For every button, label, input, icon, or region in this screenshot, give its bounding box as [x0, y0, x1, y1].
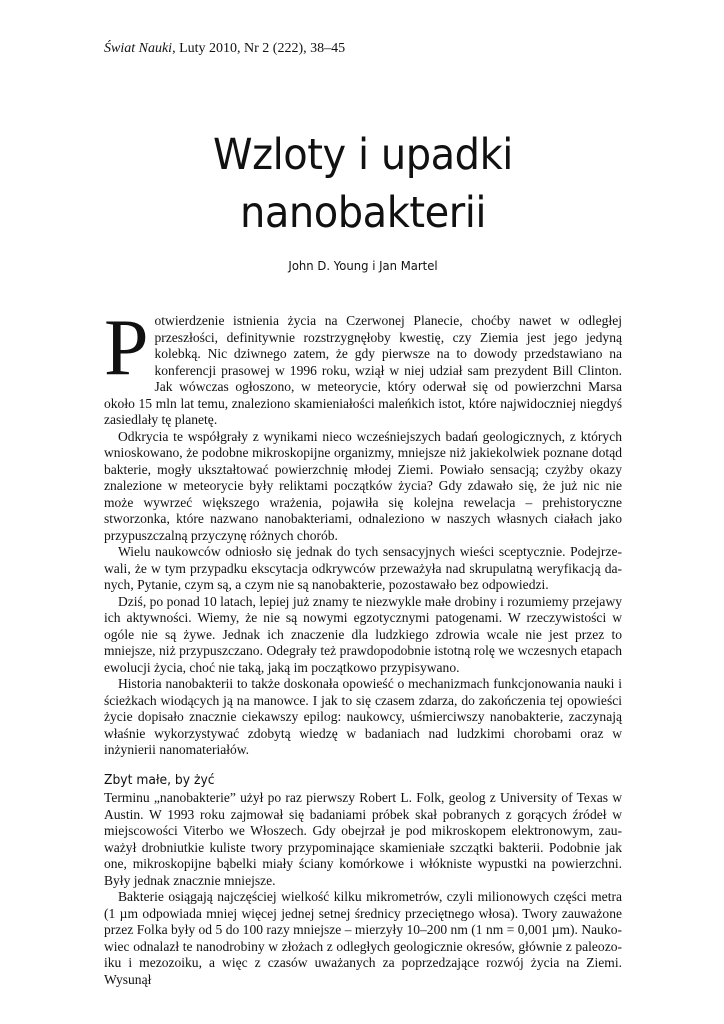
title-line-2: nanobakterii [239, 188, 487, 238]
issue-info: , Luty 2010, Nr 2 (222), 38–45 [172, 41, 346, 56]
journal-citation [104, 40, 622, 58]
paragraph: Historia nanobakterii to także doskonała opowieść o mechanizmach funkcjonowania nauki i ścieżkach wiodących ją na manowce. I jak to się czasem zdarza, do zakończenia tej opowieści życie dopisało znacznie ciekawszy epilog: naukowcy, uśmierciwszy nanobakterie, zaczynają właśnie wykorzystywać zdobytą wiedzę w badaniach nad ludzkimi chorobami oraz w inżynierii nanomateriałów. [104, 676, 622, 757]
article-page [104, 40, 622, 988]
paragraph: Potwierdzenie istnienia życia na Czerwonej Planecie, choćby nawet w odległej przeszłości, definitywnie rozstrzygnęłoby kwestię, czy Ziemia jest jego jedyną kolebką. Nic dziwnego zatem, że gdy pierwsze na to dowody przedstawiano na konferencji prasowej w 1996 roku, wziął w niej udział sam prezydent Bill Clinton. Jak wówczas ogłoszono, w meteorycie, który oderwał się od powierzchni Marsa około 15 mln lat temu, znaleziono skamieniałości maleńkich istot, które najwidoczniej niegdyś zasiedlały tę planetę. [104, 304, 622, 427]
paragraph: Dziś, po ponad 10 latach, lepiej już znamy te niezwykle małe drobiny i rozumiemy przejawy ich aktywności. Wiemy, że nie są nowymi egzotycznymi patogenami. W rzeczywistości w ogóle nie są żywe. Jednak ich znaczenie dla ludzkiego zdrowia wcale nie jest przez to mniejsze, niż przypuszczano. Odegrały też prawdopodobnie istotną rolę we wczesnych etapach ewolucji życia, choć nie taką, jaką im początkowo przypisywano. [104, 593, 622, 675]
drop-cap: P [104, 304, 149, 392]
paragraph: Odkrycia te współgrały z wynikami nieco wcześniejszych badań geologicznych, z których wnioskowano, że podobne mikroskopijne organizmy, mniejsze niż jakiekolwiek poznane dotąd bakterie, mogły ukształtować powierzchnię młodej Ziemi. Powiało sensacją; czyżby okazy znalezione w meteorycie były reliktami początków życia? Gdy zdawało się, że już nic nie może wywrzeć większego wrażenia, pojawiła się kolejna rewelacja – prehistoryczne stworzonka, które nazwano nanobakteriami, odnaleziono w naszych własnych ciałach jako przypuszczalną przyczynę różnych chorób. [104, 428, 622, 543]
journal-name: Świat Nauki [104, 41, 173, 56]
authors: John D. Young i Jan Martel [288, 258, 438, 273]
article-body [104, 304, 622, 988]
paragraph: Terminu „nanobakterie” użył po raz pierwszy Robert L. Folk, geolog z University of Texas w Austin. W 1993 roku zajmował się badaniami próbek skał pobranych z gorących źródeł w miejscowości Viterbo we Włoszech. Gdy obejrzał je pod mikroskopem elektronowym, zauważył drobniutkie kuliste twory przypominające skamieniałe szczątki bakterii. Podobnie jak one, mikroskopijne bąbelki miały ściany komórkowe i włókniste wypustki na powierzchni. Były jednak znacznie mniejsze. [104, 790, 622, 888]
section-heading: Zbyt małe, by żyć [104, 772, 215, 788]
paragraph: Bakterie osiągają najczęściej wielkość kilku mikrometrów, czyli milionowych części metra (1 µm odpowiada mniej więcej jednej setnej średnicy przeciętnego włosa). Twory zauważone przez Folka były od 5 do 100 razy mniejsze – mierzyły 10–200 nm (1 nm = 0,001 µm). Naukowiec odnalazł te nanodrobiny w złożach z odległych geologicznie okresów, głównie z paleozoiku i mezozoiku, a więc z czasów uważanych za poprzedzające rozwój życia na Ziemi. Wysunął [104, 889, 622, 987]
article-title [122, 126, 604, 242]
title-line-1: Wzloty i upadki [213, 130, 513, 180]
paragraph: Wielu naukowców odniosło się jednak do tych sensacyjnych wieści sceptycznie. Podejrzewali, że w tym przypadku ekscytacja odkrywców przeważyła nad skrupulatną weryfikacją danych, Pytanie, czym są, a czym nie są nanobakterie, pozostawało bez odpowiedzi. [104, 544, 622, 592]
